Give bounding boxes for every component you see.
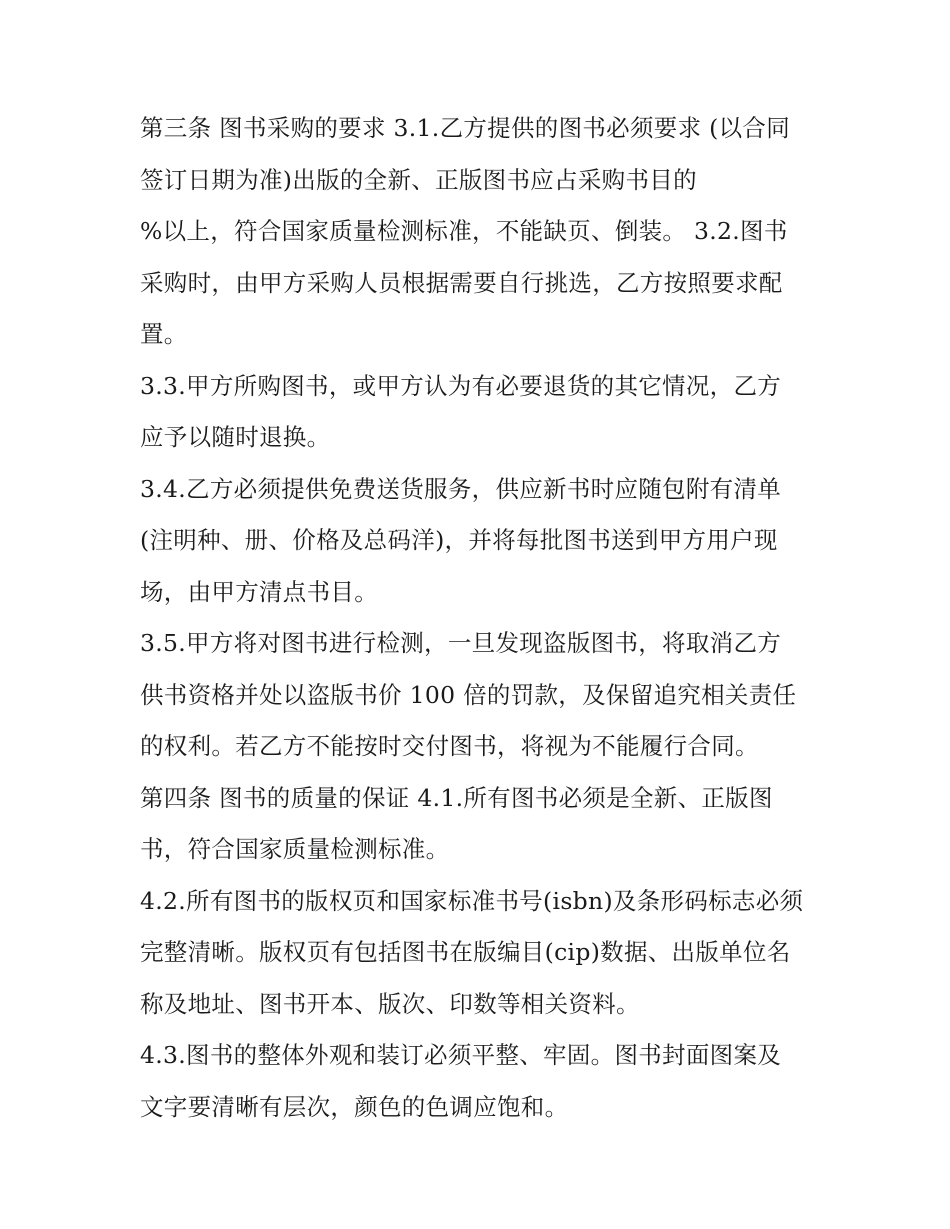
document-body xyxy=(140,103,820,1133)
text-line: 的权利。若乙方不能按时交付图书，将视为不能履行合同。 xyxy=(140,732,759,760)
text-line: 采购时，由甲方采购人员根据需要自行挑选，乙方按照要求配 xyxy=(140,268,783,297)
text-line: 3.4.乙方必须提供免费送货服务，供应新书时应随包附有清单 xyxy=(140,474,782,503)
text-line: 第四条 图书的质量的保证 4.1.所有图书必须是全新、正版图 xyxy=(140,783,773,812)
text-line: 供书资格并处以盗版书价 100 倍的罚款，及保留追究相关责任 xyxy=(140,680,797,709)
text-line: %以上，符合国家质量检测标准，不能缺页、倒装。 3.2.图书 xyxy=(140,217,788,245)
text-line: 场，由甲方清点书目。 xyxy=(140,577,378,606)
text-line: 完整清晰。版权页有包括图书在版编目(cip)数据、出版单位名 xyxy=(140,938,791,966)
text-line: 称及地址、图书开本、版次、印数等相关资料。 xyxy=(140,989,640,1018)
text-line: 书，符合国家质量检测标准。 xyxy=(140,835,450,863)
text-line: 4.3.图书的整体外观和装订必须平整、牢固。图书封面图案及 xyxy=(140,1041,782,1069)
text-line: 置。 xyxy=(140,320,188,348)
text-line: 4.2.所有图书的版权页和国家标准书号(isbn)及条形码标志必须 xyxy=(140,886,804,915)
text-line: 第三条 图书采购的要求 3.1.乙方提供的图书必须要求 (以合同 xyxy=(140,114,791,142)
text-line: 3.5.甲方将对图书进行检测，一旦发现盗版图书，将取消乙方 xyxy=(140,629,782,657)
text-line: 签订日期为准)出版的全新、正版图书应占采购书目的 xyxy=(140,165,697,194)
text-line: 应予以随时退换。 xyxy=(140,423,331,451)
text-line: 文字要清晰有层次，颜色的色调应饱和。 xyxy=(140,1092,569,1121)
text-line: (注明种、册、价格及总码洋)，并将每批图书送到甲方用户现 xyxy=(140,526,778,554)
text-line: 3.3.甲方所购图书，或甲方认为有必要退货的其它情况，乙方 xyxy=(140,371,782,400)
